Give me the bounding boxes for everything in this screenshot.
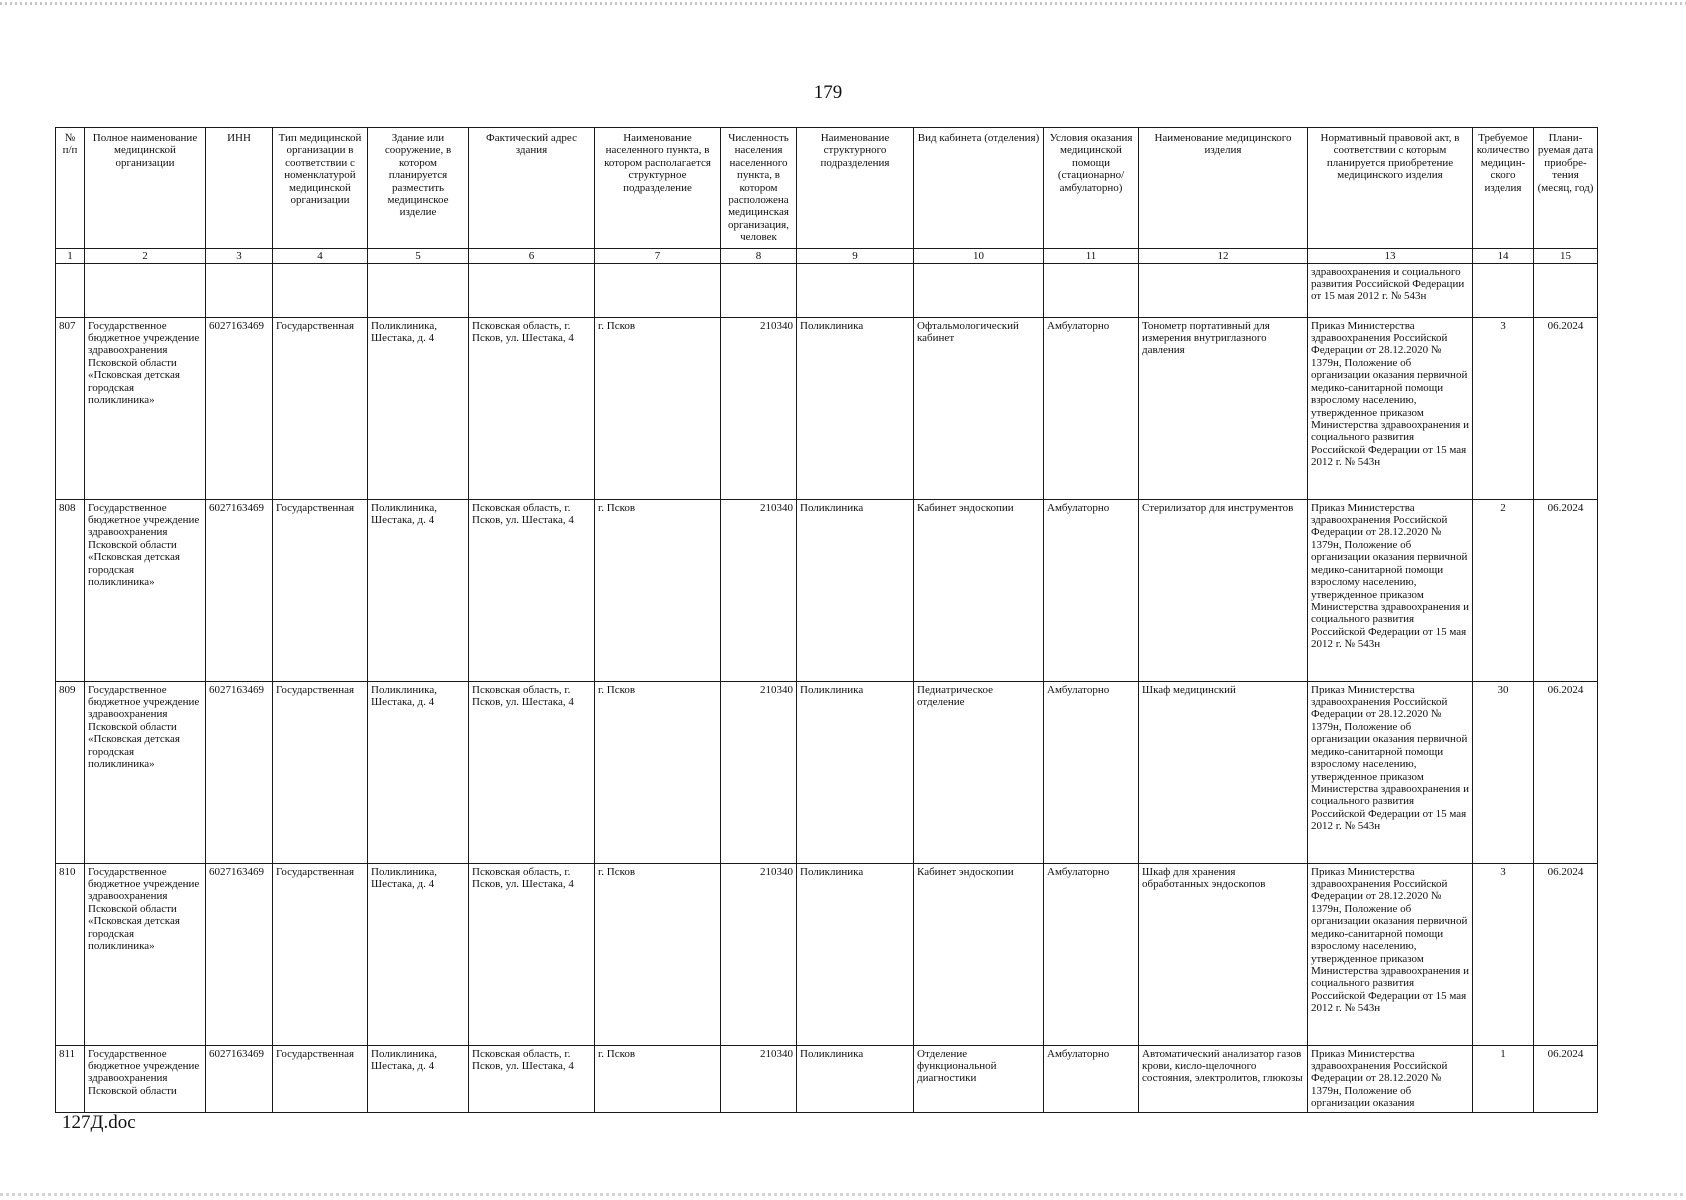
cell-cabinet: Отделение функциональной диагностики xyxy=(914,1045,1044,1112)
cell-org-type: Государственная xyxy=(273,1045,368,1112)
cell-number: 810 xyxy=(56,863,85,1045)
cell-inn: 6027163469 xyxy=(206,681,273,863)
cell-date: 06.2024 xyxy=(1534,681,1598,863)
cell-legal-act: Приказ Министерства здравоохранения Российской Федерации от 28.12.2020 № 1379н, Положение об организации оказания xyxy=(1308,1045,1473,1112)
cell-address: Псковская область, г. Псков, ул. Шестака, 4 xyxy=(469,681,595,863)
table-row xyxy=(56,499,1598,681)
equipment-register-table xyxy=(55,127,1598,1113)
cell-conditions: Амбулаторно xyxy=(1044,317,1139,499)
column-header: Нормативный правовой акт, в соответствии с которым планируется приобретение медицинского изделия xyxy=(1308,128,1473,249)
cell-address: Псковская область, г. Псков, ул. Шестака, 4 xyxy=(469,317,595,499)
cell-cabinet: Педиатрическое отделение xyxy=(914,681,1044,863)
cell-inn: 6027163469 xyxy=(206,863,273,1045)
scan-edge-bottom xyxy=(0,1193,1686,1196)
cell-number: 809 xyxy=(56,681,85,863)
column-number: 7 xyxy=(595,248,721,263)
cell-conditions: Амбулаторно xyxy=(1044,1045,1139,1112)
cell-settlement: г. Псков xyxy=(595,1045,721,1112)
cell-quantity: 1 xyxy=(1473,1045,1534,1112)
cell-device: Шкаф для хранения обработанных эндоскопов xyxy=(1139,863,1308,1045)
cell-settlement: г. Псков xyxy=(595,863,721,1045)
cell-population: 210340 xyxy=(721,499,797,681)
cell-building: Поликлиника, Шестака, д. 4 xyxy=(368,317,469,499)
cell-number: 808 xyxy=(56,499,85,681)
column-header: Плани-руемая дата приобре-тения (месяц, год) xyxy=(1534,128,1598,249)
cell-subdivision: Поликлиника xyxy=(797,499,914,681)
column-number: 13 xyxy=(1308,248,1473,263)
cell-organization: Государственное бюджетное учреждение здравоохранения Псковской области «Псковская детская городская поликлиника» xyxy=(85,317,206,499)
cell-organization: Государственное бюджетное учреждение здравоохранения Псковской области «Псковская детская городская поликлиника» xyxy=(85,863,206,1045)
scan-edge-top xyxy=(0,2,1686,5)
cell-address: Псковская область, г. Псков, ул. Шестака, 4 xyxy=(469,863,595,1045)
table-row xyxy=(56,863,1598,1045)
cell-subdivision: Поликлиника xyxy=(797,863,914,1045)
page-number: 179 xyxy=(813,82,843,103)
cell-population: 210340 xyxy=(721,317,797,499)
cell-settlement: г. Псков xyxy=(595,499,721,681)
cell-population: 210340 xyxy=(721,1045,797,1112)
column-number: 14 xyxy=(1473,248,1534,263)
cell-device: Стерилизатор для инструментов xyxy=(1139,499,1308,681)
cell-org-type: Государственная xyxy=(273,863,368,1045)
column-number: 2 xyxy=(85,248,206,263)
cell-address: Псковская область, г. Псков, ул. Шестака, 4 xyxy=(469,499,595,681)
column-number: 5 xyxy=(368,248,469,263)
column-header: Фактический адрес здания xyxy=(469,128,595,249)
cell-settlement: г. Псков xyxy=(595,317,721,499)
cell-quantity: 2 xyxy=(1473,499,1534,681)
cell-org-type: Государственная xyxy=(273,317,368,499)
column-number: 3 xyxy=(206,248,273,263)
column-header: Численность населения населенного пункта, в котором расположена медицинская организация, человек xyxy=(721,128,797,249)
continuation-act-cell: здравоохранения и социального развития Российской Федерации от 15 мая 2012 г. № 543н xyxy=(1308,263,1473,317)
header-row xyxy=(56,128,1598,249)
continuation-row xyxy=(56,263,1598,317)
cell-population: 210340 xyxy=(721,681,797,863)
column-header: Тип медицинской организации в соответствии с номенклатурой медицинской организации xyxy=(273,128,368,249)
column-number-row xyxy=(56,248,1598,263)
column-number: 11 xyxy=(1044,248,1139,263)
cell-legal-act: Приказ Министерства здравоохранения Российской Федерации от 28.12.2020 № 1379н, Положение об организации оказания первичной медико-санитарной помощи взрослому населению, утвержденное приказом Министерства здравоохранения и социального развития Российской Федерации от 15 мая 2012 г. № 543н xyxy=(1308,499,1473,681)
cell-subdivision: Поликлиника xyxy=(797,681,914,863)
column-number: 6 xyxy=(469,248,595,263)
column-number: 10 xyxy=(914,248,1044,263)
cell-number: 807 xyxy=(56,317,85,499)
cell-building: Поликлиника, Шестака, д. 4 xyxy=(368,863,469,1045)
cell-date: 06.2024 xyxy=(1534,1045,1598,1112)
column-header: № п/п xyxy=(56,128,85,249)
cell-building: Поликлиника, Шестака, д. 4 xyxy=(368,499,469,681)
column-number: 4 xyxy=(273,248,368,263)
column-header: Полное наименование медицинской организации xyxy=(85,128,206,249)
document-filename: 127Д.doc xyxy=(62,1112,136,1133)
cell-conditions: Амбулаторно xyxy=(1044,863,1139,1045)
column-header: Наименование структурного подразделения xyxy=(797,128,914,249)
column-number: 1 xyxy=(56,248,85,263)
cell-building: Поликлиника, Шестака, д. 4 xyxy=(368,1045,469,1112)
cell-population: 210340 xyxy=(721,863,797,1045)
cell-inn: 6027163469 xyxy=(206,499,273,681)
cell-date: 06.2024 xyxy=(1534,499,1598,681)
cell-device: Тонометр портативный для измерения внутриглазного давления xyxy=(1139,317,1308,499)
cell-device: Шкаф медицинский xyxy=(1139,681,1308,863)
cell-inn: 6027163469 xyxy=(206,1045,273,1112)
cell-date: 06.2024 xyxy=(1534,863,1598,1045)
cell-cabinet: Кабинет эндоскопии xyxy=(914,863,1044,1045)
cell-conditions: Амбулаторно xyxy=(1044,499,1139,681)
cell-settlement: г. Псков xyxy=(595,681,721,863)
cell-cabinet: Кабинет эндоскопии xyxy=(914,499,1044,681)
cell-org-type: Государственная xyxy=(273,499,368,681)
column-header: Наименование населенного пункта, в котором располагается структурное подразделение xyxy=(595,128,721,249)
column-header: Условия оказания медицинской помощи (стационарно/ амбулаторно) xyxy=(1044,128,1139,249)
cell-device: Автоматический анализатор газов крови, кисло-щелочного состояния, электролитов, глюкозы xyxy=(1139,1045,1308,1112)
cell-address: Псковская область, г. Псков, ул. Шестака, 4 xyxy=(469,1045,595,1112)
cell-cabinet: Офтальмологический кабинет xyxy=(914,317,1044,499)
cell-subdivision: Поликлиника xyxy=(797,317,914,499)
cell-quantity: 3 xyxy=(1473,863,1534,1045)
cell-number: 811 xyxy=(56,1045,85,1112)
column-header: Вид кабинета (отделения) xyxy=(914,128,1044,249)
column-number: 8 xyxy=(721,248,797,263)
column-number: 15 xyxy=(1534,248,1598,263)
cell-legal-act: Приказ Министерства здравоохранения Российской Федерации от 28.12.2020 № 1379н, Положение об организации оказания первичной медико-санитарной помощи взрослому населению, утвержденное приказом Министерства здравоохранения и социального развития Российской Федерации от 15 мая 2012 г. № 543н xyxy=(1308,863,1473,1045)
cell-org-type: Государственная xyxy=(273,681,368,863)
column-header: Здание или сооружение, в котором планируется разместить медицинское изделие xyxy=(368,128,469,249)
column-header: Требуемое количество медицин-ского изделия xyxy=(1473,128,1534,249)
cell-date: 06.2024 xyxy=(1534,317,1598,499)
cell-conditions: Амбулаторно xyxy=(1044,681,1139,863)
cell-legal-act: Приказ Министерства здравоохранения Российской Федерации от 28.12.2020 № 1379н, Положение об организации оказания первичной медико-санитарной помощи взрослому населению, утвержденное приказом Министерства здравоохранения и социального развития Российской Федерации от 15 мая 2012 г. № 543н xyxy=(1308,681,1473,863)
column-header: ИНН xyxy=(206,128,273,249)
table-row xyxy=(56,317,1598,499)
cell-quantity: 3 xyxy=(1473,317,1534,499)
cell-inn: 6027163469 xyxy=(206,317,273,499)
cell-subdivision: Поликлиника xyxy=(797,1045,914,1112)
cell-organization: Государственное бюджетное учреждение здравоохранения Псковской области xyxy=(85,1045,206,1112)
column-number: 12 xyxy=(1139,248,1308,263)
cell-organization: Государственное бюджетное учреждение здравоохранения Псковской области «Псковская детская городская поликлиника» xyxy=(85,681,206,863)
table-row xyxy=(56,681,1598,863)
cell-quantity: 30 xyxy=(1473,681,1534,863)
cell-organization: Государственное бюджетное учреждение здравоохранения Псковской области «Псковская детская городская поликлиника» xyxy=(85,499,206,681)
cell-legal-act: Приказ Министерства здравоохранения Российской Федерации от 28.12.2020 № 1379н, Положение об организации оказания первичной медико-санитарной помощи взрослому населению, утвержденное приказом Министерства здравоохранения и социального развития Российской Федерации от 15 мая 2012 г. № 543н xyxy=(1308,317,1473,499)
cell-building: Поликлиника, Шестака, д. 4 xyxy=(368,681,469,863)
column-number: 9 xyxy=(797,248,914,263)
table-row xyxy=(56,1045,1598,1112)
column-header: Наименование медицинского изделия xyxy=(1139,128,1308,249)
